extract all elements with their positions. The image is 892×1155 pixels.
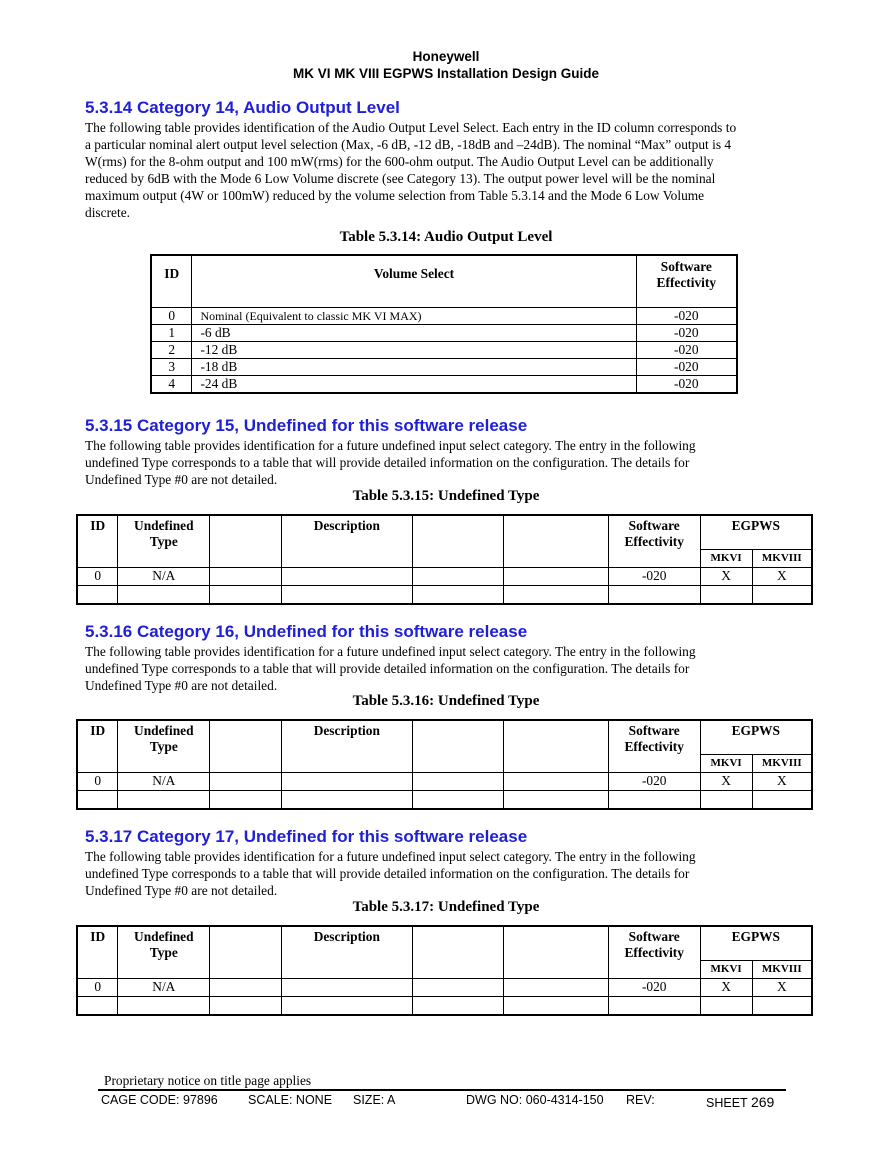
- col-header-empty: [210, 515, 282, 567]
- table-row: [77, 567, 812, 585]
- cell-id: 1: [151, 324, 192, 341]
- col-header-empty: [504, 720, 609, 772]
- table-caption-17: Table 5.3.17: Undefined Type: [352, 899, 540, 915]
- proprietary-notice: Proprietary notice on title page applies: [104, 1073, 312, 1088]
- body-line: Undefined Type #0 are not detailed.: [85, 472, 278, 487]
- body-line: maximum output (4W or 100mW) reduced by the volume selection from Table 5.3.14 and the Mode 6 Low Volume: [85, 188, 705, 203]
- col-header-description: Description: [281, 926, 412, 978]
- cell-volume: Nominal (Equivalent to classic MK VI MAX): [192, 307, 636, 324]
- undefined-type-table-15: [76, 514, 813, 605]
- cell-empty: [412, 978, 504, 996]
- undefined-type-table-17: [76, 925, 813, 1016]
- col-header-id: ID: [77, 926, 118, 978]
- footer-sheet-number: 269: [750, 1094, 775, 1110]
- section-body-17: [85, 848, 810, 899]
- body-line: W(rms) for the 8-ohm output and 100 mW(rms) for the 600-ohm output. The Audio Output Level can be additionally: [85, 154, 714, 169]
- col-header-undefined-line2: Type: [149, 739, 178, 754]
- col-header-software-line2: Effectivity: [624, 739, 684, 754]
- col-header-egpws: EGPWS: [700, 720, 812, 754]
- col-header-mkviii: MKVIII: [752, 960, 812, 978]
- cell-mkvi: X: [700, 978, 752, 996]
- table-caption-16: Table 5.3.16: Undefined Type: [352, 693, 540, 709]
- col-header-software-line2: Effectivity: [656, 275, 717, 290]
- body-line: reduced by 6dB with the Mode 6 Low Volume discrete (see Category 13). The output power level will be the nominal: [85, 171, 716, 186]
- cell-empty: [504, 567, 609, 585]
- cell-software: -020: [636, 307, 737, 324]
- col-header-software-line2: Effectivity: [624, 534, 684, 549]
- cell-empty: [210, 567, 282, 585]
- col-header-empty: [504, 515, 609, 567]
- header-company: Honeywell: [412, 49, 480, 64]
- cell-software: -020: [608, 567, 700, 585]
- cell-empty: [412, 567, 504, 585]
- col-header-empty: [504, 926, 609, 978]
- col-header-software: [636, 255, 737, 307]
- col-header-undefined-line1: Undefined: [134, 723, 194, 738]
- table-row-empty: [77, 790, 812, 809]
- cell-mkvi: X: [700, 567, 752, 585]
- table-row: [151, 341, 737, 358]
- col-header-software: [608, 720, 700, 772]
- footer-scale: SCALE: NONE: [248, 1093, 333, 1107]
- table-row: [151, 324, 737, 341]
- cell-software: -020: [636, 375, 737, 393]
- cell-type: N/A: [118, 772, 210, 790]
- table-header-row: [151, 255, 737, 307]
- body-line: The following table provides identification for a future undefined input select category. The entry in the following: [85, 438, 696, 453]
- table-header-row: [77, 926, 812, 960]
- col-header-id: ID: [151, 255, 192, 307]
- col-header-software: [608, 515, 700, 567]
- col-header-empty: [412, 926, 504, 978]
- cell-id: 0: [151, 307, 192, 324]
- cell-empty: [504, 978, 609, 996]
- col-header-mkviii: MKVIII: [752, 754, 812, 772]
- table-caption-14: Table 5.3.14: Audio Output Level: [339, 229, 553, 245]
- section-body-16: [85, 643, 810, 694]
- cell-empty: [281, 978, 412, 996]
- section-heading-17: 5.3.17 Category 17, Undefined for this software release: [85, 827, 528, 846]
- col-header-mkvi: MKVI: [700, 754, 752, 772]
- col-header-volume: Volume Select: [192, 255, 636, 307]
- cell-mkviii: X: [752, 567, 812, 585]
- cell-empty: [281, 567, 412, 585]
- table-row: [77, 772, 812, 790]
- cell-software: -020: [636, 324, 737, 341]
- cell-mkvi: X: [700, 772, 752, 790]
- cell-mkviii: X: [752, 978, 812, 996]
- cell-id: 3: [151, 358, 192, 375]
- body-line: The following table provides identification of the Audio Output Level Select. Each entry in the ID column corresponds to: [85, 120, 737, 135]
- col-header-undefined-line2: Type: [149, 945, 178, 960]
- cell-type: N/A: [118, 978, 210, 996]
- cell-id: 0: [77, 772, 118, 790]
- cell-type: N/A: [118, 567, 210, 585]
- cell-id: 0: [77, 567, 118, 585]
- cell-volume: -24 dB: [192, 375, 636, 393]
- body-line: The following table provides identification for a future undefined input select category. The entry in the following: [85, 849, 696, 864]
- audio-output-table: [150, 254, 738, 394]
- cell-empty: [504, 772, 609, 790]
- table-row: [151, 307, 737, 324]
- col-header-egpws: EGPWS: [700, 515, 812, 549]
- body-line: undefined Type corresponds to a table that will provide detailed information on the configuration. The details for: [85, 661, 690, 676]
- col-header-undefined-line2: Type: [149, 534, 178, 549]
- col-header-undefined-type: [118, 926, 210, 978]
- col-header-description: Description: [281, 515, 412, 567]
- col-header-software: [608, 926, 700, 978]
- undefined-type-table-16: [76, 719, 813, 810]
- col-header-software-line1: Software: [628, 929, 680, 944]
- table-header-row: [77, 515, 812, 549]
- section-heading-14: 5.3.14 Category 14, Audio Output Level: [85, 98, 400, 117]
- table-row-empty: [77, 996, 812, 1015]
- body-line: Undefined Type #0 are not detailed.: [85, 883, 278, 898]
- col-header-undefined-type: [118, 720, 210, 772]
- cell-id: 4: [151, 375, 192, 393]
- table-row: [151, 375, 737, 393]
- cell-volume: -6 dB: [192, 324, 636, 341]
- col-header-undefined-type: [118, 515, 210, 567]
- cell-software: -020: [636, 358, 737, 375]
- col-header-id: ID: [77, 515, 118, 567]
- footer-dwg-no: DWG NO: 060-4314-150: [466, 1093, 604, 1107]
- body-line: discrete.: [85, 205, 130, 220]
- section-body-14: [85, 119, 810, 221]
- body-line: The following table provides identification for a future undefined input select category. The entry in the following: [85, 644, 696, 659]
- cell-software: -020: [608, 978, 700, 996]
- col-header-description: Description: [281, 720, 412, 772]
- body-line: undefined Type corresponds to a table that will provide detailed information on the configuration. The details for: [85, 455, 690, 470]
- col-header-software-line1: Software: [660, 259, 712, 274]
- cell-empty: [210, 978, 282, 996]
- section-heading-15: 5.3.15 Category 15, Undefined for this software release: [85, 416, 528, 435]
- footer-sheet-label: SHEET: [706, 1096, 748, 1110]
- col-header-software-line1: Software: [628, 518, 680, 533]
- cell-volume: -18 dB: [192, 358, 636, 375]
- cell-mkviii: X: [752, 772, 812, 790]
- section-body-15: [85, 437, 810, 488]
- cell-volume: -12 dB: [192, 341, 636, 358]
- cell-empty: [281, 772, 412, 790]
- table-header-row: [77, 720, 812, 754]
- body-line: a particular nominal alert output level selection (Max, -6 dB, -12 dB, -18dB and –24dB). The nominal “Max” output is 4: [85, 137, 732, 152]
- footer-size: SIZE: A: [353, 1093, 396, 1107]
- footer-cage-code: CAGE CODE: 97896: [101, 1093, 218, 1107]
- cell-empty: [210, 772, 282, 790]
- table-row: [77, 978, 812, 996]
- col-header-empty: [412, 720, 504, 772]
- cell-empty: [412, 772, 504, 790]
- col-header-empty: [210, 720, 282, 772]
- col-header-egpws: EGPWS: [700, 926, 812, 960]
- table-row-empty: [77, 585, 812, 604]
- footer-rev: REV:: [626, 1093, 655, 1107]
- col-header-software-line2: Effectivity: [624, 945, 684, 960]
- col-header-empty: [412, 515, 504, 567]
- col-header-id: ID: [77, 720, 118, 772]
- col-header-mkvi: MKVI: [700, 549, 752, 567]
- col-header-mkvi: MKVI: [700, 960, 752, 978]
- header-title: MK VI MK VIII EGPWS Installation Design Guide: [292, 66, 600, 81]
- cell-software: -020: [608, 772, 700, 790]
- body-line: Undefined Type #0 are not detailed.: [85, 678, 278, 693]
- cell-id: 2: [151, 341, 192, 358]
- cell-software: -020: [636, 341, 737, 358]
- cell-id: 0: [77, 978, 118, 996]
- col-header-empty: [210, 926, 282, 978]
- col-header-software-line1: Software: [628, 723, 680, 738]
- footer-rule: [98, 1089, 786, 1091]
- table-row: [151, 358, 737, 375]
- section-heading-16: 5.3.16 Category 16, Undefined for this software release: [85, 622, 528, 641]
- col-header-undefined-line1: Undefined: [134, 518, 194, 533]
- table-caption-15: Table 5.3.15: Undefined Type: [352, 488, 540, 504]
- body-line: undefined Type corresponds to a table that will provide detailed information on the configuration. The details for: [85, 866, 690, 881]
- col-header-undefined-line1: Undefined: [134, 929, 194, 944]
- col-header-mkviii: MKVIII: [752, 549, 812, 567]
- footer-sheet: [706, 1094, 774, 1110]
